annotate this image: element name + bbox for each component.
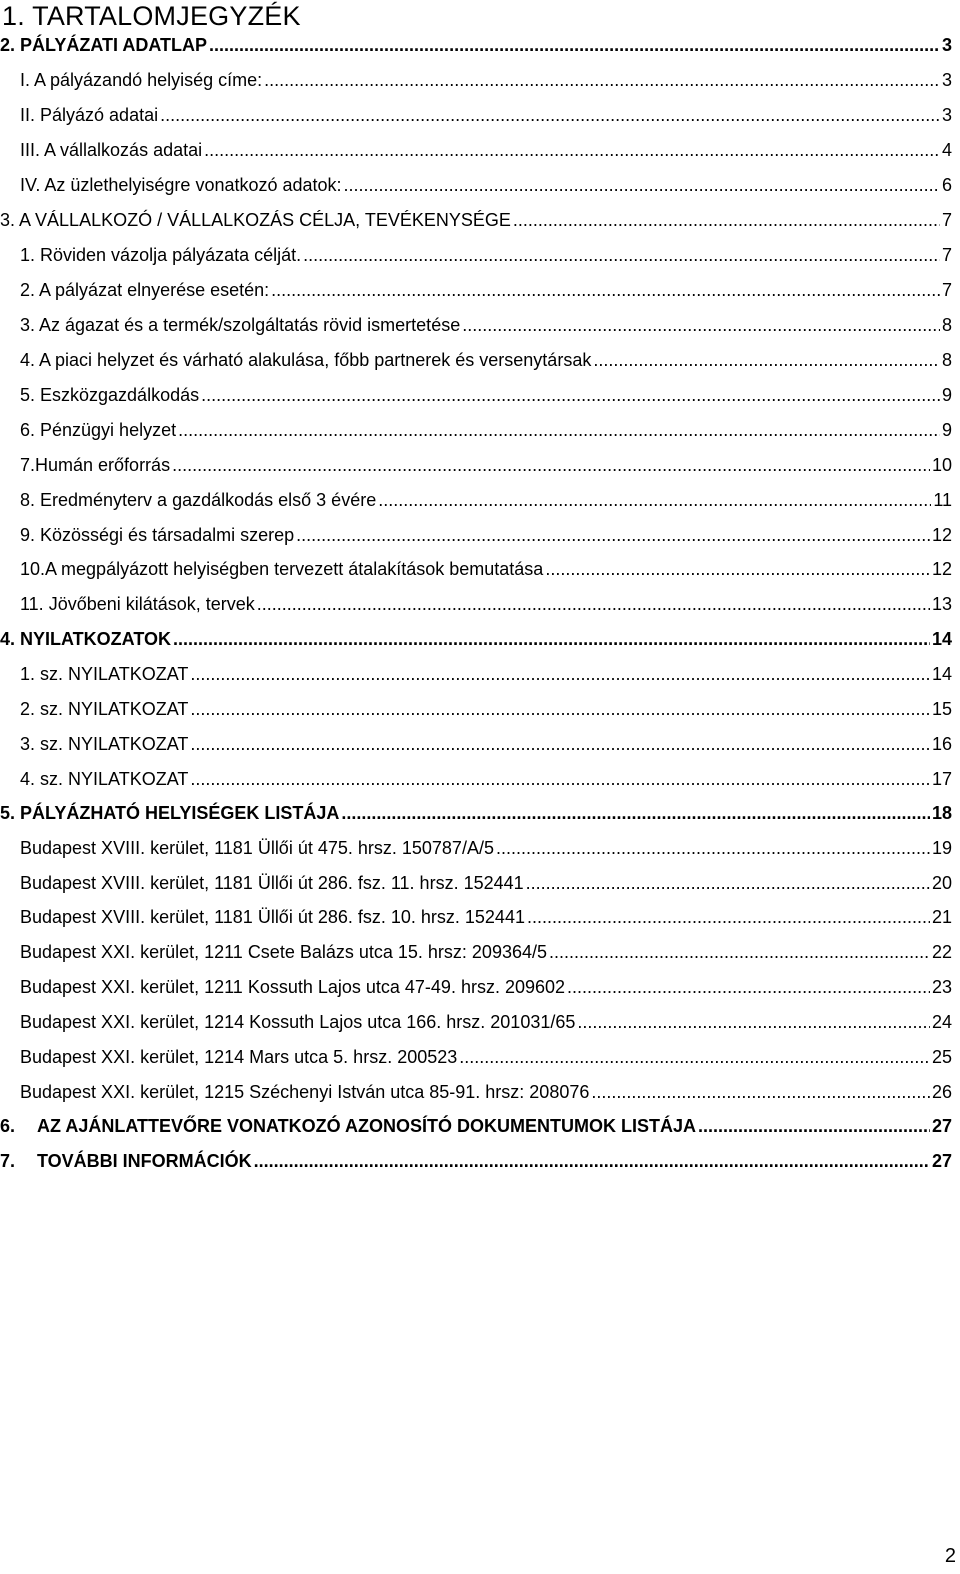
toc-entry-label bbox=[20, 311, 460, 339]
dot-leader bbox=[173, 625, 930, 653]
dot-leader bbox=[172, 451, 930, 479]
toc-entry-text: Budapest XXI. kerület, 1211 Kossuth Lajos utca 47-49. hrsz. 209602 bbox=[20, 977, 566, 997]
toc-entry[interactable] bbox=[20, 521, 952, 549]
toc-entry-page: 9 bbox=[941, 385, 952, 405]
dot-leader bbox=[190, 660, 930, 688]
toc-entry[interactable] bbox=[20, 660, 952, 688]
toc-entry-text: 2. PÁLYÁZATI ADATLAP bbox=[0, 35, 208, 55]
toc-entry-page: 25 bbox=[931, 1047, 952, 1067]
toc-entry-page: 3 bbox=[941, 105, 952, 125]
toc-entry-text: II. Pályázó adatai bbox=[20, 105, 159, 125]
toc-entry-label bbox=[0, 206, 511, 234]
toc-entry-label bbox=[20, 869, 524, 897]
toc-entry-text: IV. Az üzlethelyiségre vonatkozó adatok: bbox=[20, 175, 342, 195]
toc-entry-text: TOVÁBBI INFORMÁCIÓK bbox=[37, 1151, 252, 1171]
toc-entry-label bbox=[20, 346, 591, 374]
toc-entry-label bbox=[20, 973, 565, 1001]
page-title: 1. TARTALOMJEGYZÉK bbox=[2, 1, 301, 31]
toc-entry[interactable] bbox=[20, 1043, 952, 1071]
toc-entry-text: 2. A pályázat elnyerése esetén: bbox=[20, 280, 270, 300]
toc-entry-number: 6. bbox=[0, 1116, 16, 1136]
dot-leader bbox=[698, 1112, 930, 1140]
toc-entry-label bbox=[0, 1147, 252, 1175]
toc-entry-label bbox=[0, 31, 207, 59]
dot-leader bbox=[178, 416, 940, 444]
toc-entry-page: 20 bbox=[931, 873, 952, 893]
toc-entry-text: 4. sz. NYILATKOZAT bbox=[20, 769, 189, 789]
toc-entry-text: 2. sz. NYILATKOZAT bbox=[20, 699, 189, 719]
toc-entry-text: 11. Jövőbeni kilátások, tervek bbox=[20, 594, 255, 614]
dot-leader bbox=[257, 590, 930, 618]
toc-entry-page: 27 bbox=[931, 1116, 952, 1136]
page-number: 2 bbox=[944, 1545, 956, 1567]
dot-leader bbox=[296, 521, 930, 549]
dot-leader bbox=[190, 695, 930, 723]
toc-entry[interactable] bbox=[20, 590, 952, 618]
dot-leader bbox=[549, 938, 930, 966]
toc-entry-text: 5. Eszközgazdálkodás bbox=[20, 385, 200, 405]
toc-entry-page: 19 bbox=[931, 838, 952, 858]
toc-entry[interactable] bbox=[0, 625, 952, 653]
toc-entry-page: 7 bbox=[941, 210, 952, 230]
toc-entry[interactable] bbox=[0, 799, 952, 827]
dot-leader bbox=[378, 486, 931, 514]
dot-leader bbox=[593, 346, 940, 374]
dot-leader bbox=[526, 869, 930, 897]
toc-entry[interactable] bbox=[0, 1147, 952, 1175]
toc-entry-label bbox=[20, 1078, 589, 1106]
dot-leader bbox=[160, 101, 940, 129]
toc-entry[interactable] bbox=[20, 730, 952, 758]
toc-entry[interactable] bbox=[20, 1008, 952, 1036]
toc-entry-text: III. A vállalkozás adatai bbox=[20, 140, 203, 160]
dot-leader bbox=[190, 765, 930, 793]
toc-entry-label bbox=[20, 66, 262, 94]
toc-entry-text: 3. Az ágazat és a termék/szolgáltatás rövid ismertetése bbox=[20, 315, 461, 335]
dot-leader bbox=[577, 1008, 930, 1036]
toc-entry-page: 7 bbox=[941, 245, 952, 265]
toc-entry-label bbox=[20, 451, 170, 479]
toc-entry-page: 24 bbox=[931, 1012, 952, 1032]
toc-entry-text: 1. Röviden vázolja pályázata célját. bbox=[20, 245, 302, 265]
toc-entry-text: 10.A megpályázott helyiségben tervezett átalakítások bemutatása bbox=[20, 559, 544, 579]
toc-entry-label bbox=[20, 276, 269, 304]
toc-entry-text: Budapest XVIII. kerület, 1181 Üllői út 475. hrsz. 150787/A/5 bbox=[20, 838, 494, 858]
toc-entry-page: 14 bbox=[931, 629, 952, 649]
toc-entry-label bbox=[0, 1112, 696, 1140]
dot-leader bbox=[513, 206, 940, 234]
toc-entry[interactable] bbox=[20, 381, 952, 409]
toc-entry-page: 9 bbox=[941, 420, 952, 440]
toc-entry-text: 8. Eredményterv a gazdálkodás első 3 évére bbox=[20, 490, 377, 510]
toc-entry-page: 14 bbox=[931, 664, 952, 684]
toc-entry-text: I. A pályázandó helyiség címe: bbox=[20, 70, 263, 90]
toc-entry-label bbox=[20, 1043, 457, 1071]
toc-entry-page: 16 bbox=[931, 734, 952, 754]
toc-entry-page: 8 bbox=[941, 315, 952, 335]
toc-entry[interactable] bbox=[20, 1078, 952, 1106]
toc-entry-label bbox=[20, 416, 176, 444]
dot-leader bbox=[190, 730, 930, 758]
toc-entry[interactable] bbox=[20, 869, 952, 897]
toc-entry[interactable] bbox=[20, 973, 952, 1001]
toc-entry-page: 21 bbox=[931, 907, 952, 927]
toc-entry[interactable] bbox=[20, 834, 952, 862]
toc-entry-page: 26 bbox=[931, 1082, 952, 1102]
dot-leader bbox=[201, 381, 940, 409]
dot-leader bbox=[303, 241, 940, 269]
toc-entry-label bbox=[20, 101, 158, 129]
toc-entry-label bbox=[0, 625, 171, 653]
toc-entry-label bbox=[20, 590, 255, 618]
toc-entry-label bbox=[20, 765, 188, 793]
toc-entry-page: 27 bbox=[931, 1151, 952, 1171]
dot-leader bbox=[567, 973, 930, 1001]
toc-entry-text: 6. Pénzügyi helyzet bbox=[20, 420, 177, 440]
toc-entry[interactable] bbox=[20, 66, 952, 94]
toc-entry[interactable] bbox=[20, 695, 952, 723]
dot-leader bbox=[344, 171, 940, 199]
toc-entry[interactable] bbox=[20, 311, 952, 339]
toc-entry-label bbox=[20, 730, 188, 758]
dot-leader bbox=[264, 66, 940, 94]
toc-entry-label bbox=[20, 486, 376, 514]
dot-leader bbox=[204, 136, 940, 164]
toc-entry-text: Budapest XXI. kerület, 1214 Kossuth Lajos utca 166. hrsz. 201031/65 bbox=[20, 1012, 576, 1032]
toc-entry-text: Budapest XXI. kerület, 1215 Széchenyi István utca 85-91. hrsz: 208076 bbox=[20, 1082, 590, 1102]
toc-entry-label bbox=[20, 903, 525, 931]
dot-leader bbox=[271, 276, 940, 304]
toc-entry-text: 5. PÁLYÁZHATÓ HELYISÉGEK LISTÁJA bbox=[0, 803, 340, 823]
toc-entry-page: 8 bbox=[941, 350, 952, 370]
dot-leader bbox=[209, 31, 940, 59]
toc-entry-page: 12 bbox=[931, 525, 952, 545]
dot-leader bbox=[462, 311, 940, 339]
toc-entry-text: 7.Humán erőforrás bbox=[20, 455, 171, 475]
toc-entry-label bbox=[20, 136, 202, 164]
toc-entry[interactable] bbox=[20, 416, 952, 444]
toc-entry-label bbox=[20, 695, 188, 723]
toc-entry-number: 7. bbox=[0, 1151, 16, 1171]
toc-entry-text: 4. NYILATKOZATOK bbox=[0, 629, 171, 649]
toc-entry[interactable] bbox=[0, 1112, 952, 1140]
dot-leader bbox=[527, 903, 930, 931]
toc-entry[interactable] bbox=[20, 101, 952, 129]
toc-entry[interactable] bbox=[20, 765, 952, 793]
toc-entry[interactable] bbox=[0, 206, 952, 234]
toc-entry-page: 12 bbox=[931, 559, 952, 579]
dot-leader bbox=[459, 1043, 930, 1071]
toc-entry[interactable] bbox=[20, 171, 952, 199]
toc-entry-label bbox=[20, 834, 494, 862]
toc-entry-text: 3. A VÁLLALKOZÓ / VÁLLALKOZÁS CÉLJA, TEVÉKENYSÉGE bbox=[0, 210, 511, 230]
toc-entry[interactable] bbox=[20, 903, 952, 931]
toc-entry-page: 13 bbox=[931, 594, 952, 614]
dot-leader bbox=[341, 799, 930, 827]
toc-entry-label bbox=[20, 241, 301, 269]
toc-entry-label bbox=[20, 660, 188, 688]
toc-entry[interactable] bbox=[20, 136, 952, 164]
toc-entry-page: 15 bbox=[931, 699, 952, 719]
toc-entry-label bbox=[20, 171, 342, 199]
toc-entry-label bbox=[20, 521, 294, 549]
toc-entry-page: 6 bbox=[941, 175, 952, 195]
toc-entry-page: 10 bbox=[931, 455, 952, 475]
toc-entry[interactable] bbox=[20, 241, 952, 269]
toc-entry-text: 1. sz. NYILATKOZAT bbox=[20, 664, 189, 684]
dot-leader bbox=[496, 834, 930, 862]
toc-entry-page: 3 bbox=[941, 35, 952, 55]
toc-entry-text: 9. Közösségi és társadalmi szerep bbox=[20, 525, 295, 545]
toc-entry-text: AZ AJÁNLATTEVŐRE VONATKOZÓ AZONOSÍTÓ DOKUMENTUMOK LISTÁJA bbox=[37, 1116, 696, 1136]
toc-entry-label bbox=[20, 1008, 575, 1036]
toc-entry-text: Budapest XXI. kerület, 1211 Csete Balázs utca 15. hrsz: 209364/5 bbox=[20, 942, 547, 962]
toc-entry[interactable] bbox=[20, 276, 952, 304]
dot-leader bbox=[591, 1078, 930, 1106]
toc-entry-page: 3 bbox=[941, 70, 952, 90]
toc-entry-page: 4 bbox=[941, 140, 952, 160]
toc-entry[interactable] bbox=[20, 555, 952, 583]
toc-entry[interactable] bbox=[20, 346, 952, 374]
toc-entry-page: 22 bbox=[931, 942, 952, 962]
toc-entry-page: 17 bbox=[931, 769, 952, 789]
toc-entry-page: 18 bbox=[931, 803, 952, 823]
toc-entry-text: 3. sz. NYILATKOZAT bbox=[20, 734, 189, 754]
toc-entry-text: 4. A piaci helyzet és várható alakulása, főbb partnerek és versenytársak bbox=[20, 350, 592, 370]
toc-entry-text: Budapest XVIII. kerület, 1181 Üllői út 286. fsz. 10. hrsz. 152441 bbox=[20, 907, 525, 927]
toc-entry[interactable] bbox=[0, 31, 952, 59]
toc-entry-text: Budapest XXI. kerület, 1214 Mars utca 5. hrsz. 200523 bbox=[20, 1047, 458, 1067]
toc-entry[interactable] bbox=[20, 451, 952, 479]
toc-entry-page: 11 bbox=[933, 490, 952, 510]
dot-leader bbox=[545, 555, 930, 583]
toc-entry-label bbox=[20, 938, 547, 966]
toc-entry-page: 7 bbox=[941, 280, 952, 300]
toc-entry-label bbox=[20, 381, 199, 409]
dot-leader bbox=[254, 1147, 930, 1175]
toc-entry-page: 23 bbox=[931, 977, 952, 997]
toc-entry[interactable] bbox=[20, 486, 952, 514]
toc-entry-label bbox=[20, 555, 543, 583]
toc-entry-text: Budapest XVIII. kerület, 1181 Üllői út 286. fsz. 11. hrsz. 152441 bbox=[20, 873, 524, 893]
toc-entry-label bbox=[0, 799, 339, 827]
toc-entry[interactable] bbox=[20, 938, 952, 966]
